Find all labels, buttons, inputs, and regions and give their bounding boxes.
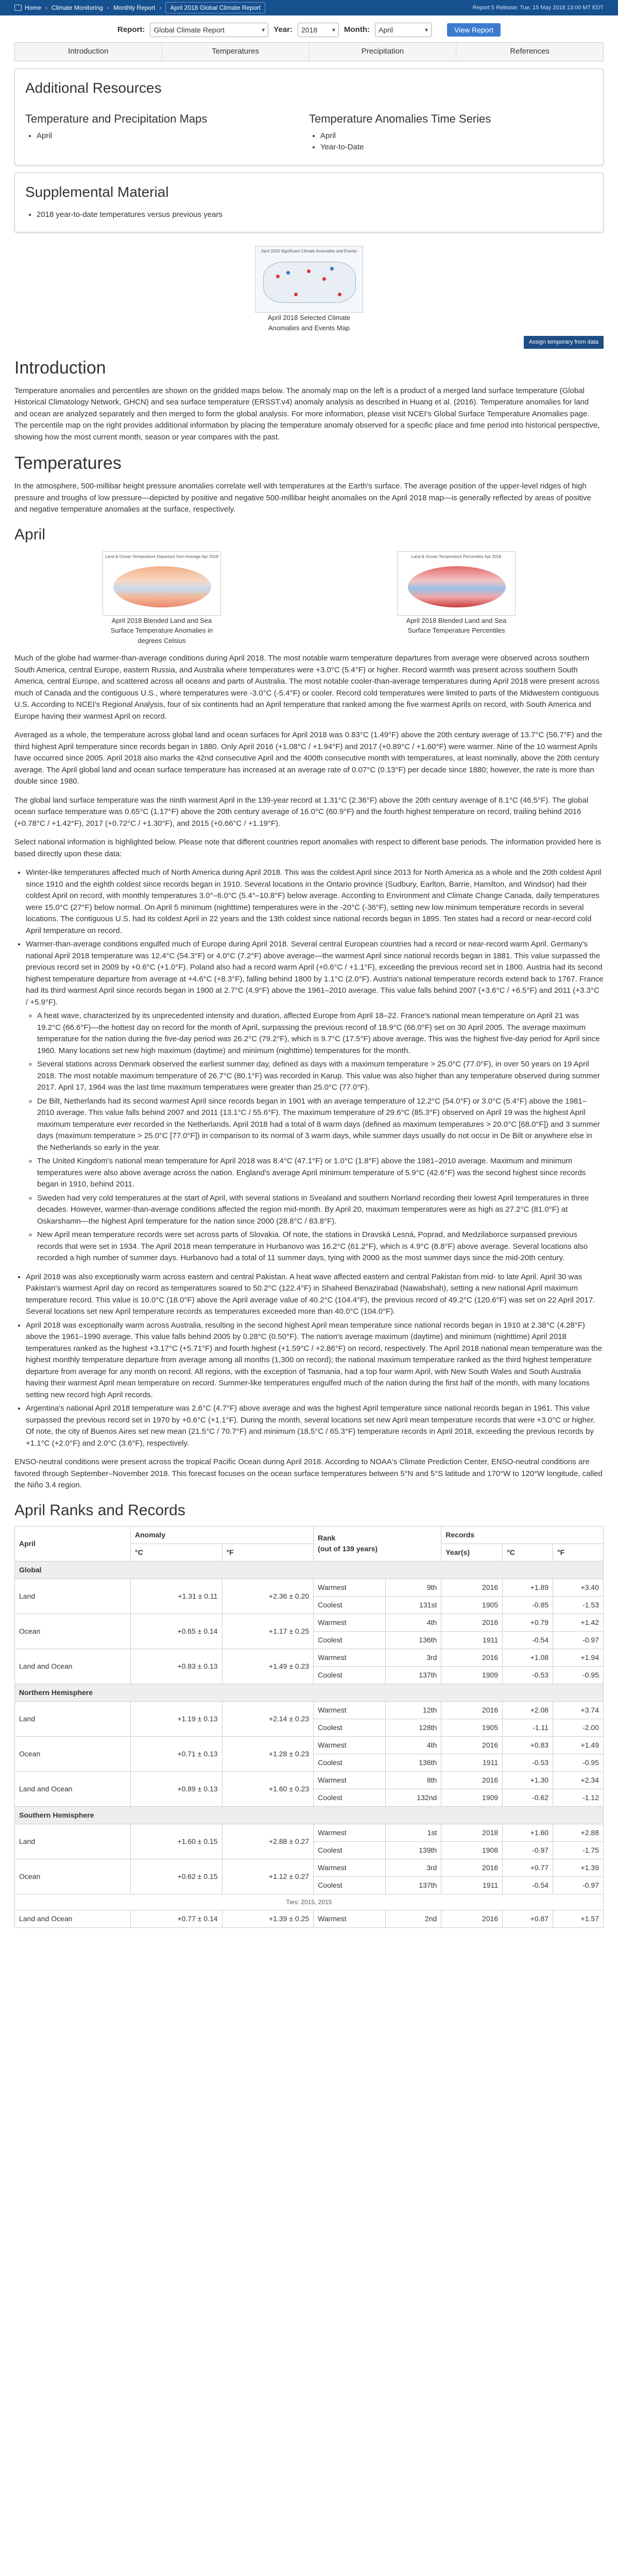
additional-resources-card — [14, 69, 604, 165]
sub-highlight-sweden: ◦ Sweden had very cold temperatures at the start of April, with several stations in Svealand and southern Norrland recording their lowest April temperatures in three decades. However, warmer-than-average conditions affected the region mid-month. By April 20, maximum temperatures were as high as 27.2°C (81.0°F) at Oskarshamn—the highest April temperature for the nation since 2000 (28.8°C / 83.8°F). — [37, 1193, 604, 1228]
month-select-value: April — [379, 25, 393, 34]
record-year-cell: 1911 — [441, 1631, 503, 1649]
rank-type-cell: Warmest — [314, 1579, 386, 1596]
april-paragraph-2: Averaged as a whole, the temperature across global land and ocean surfaces for April 2018 was 0.83°C (1.49°F) above the 20th century average of 13.7°C (56.7°F) and the third highest April temperature since records began in 1880. Only April 2016 (+1.08°C / +1.94°F) and 2017 (+0.89°C / +1.60°F) were warmer. Nine of the 10 warmest Aprils have occurred since 2005. April 2018 also marks the 42nd consecutive April and the 400th consecutive month with temperatures, at least nominally, above the 20th century average. The April global land and ocean surface temperature has increased at an average rate of 0.07°C (0.13°F) per decade since 1880; however, the rate is more than double since 1980. — [14, 731, 603, 786]
rank-type-cell: Coolest — [314, 1631, 386, 1649]
sub-highlight-netherlands: ◦ De Bilt, Netherlands had its second warmest April since records began in 1901 with an average temperature of 12.2°C (54.0°F) or 3.0°C (5.4°F) above the 1981–2010 average. This value falls behind 2007 and 2011 (13.1°C / 55.6°F). The maximum temperature of 29.6°C (85.3°F) observed on April 19 was the highest April maximum temperature ever recorded in the Netherlands. April 2018 had a total of 8 warm days (defined as maximum temperatures > 20.0°C [68.0°F]) and 3 summer days (maximum temperature > 25.0°C [77.0°F]) in comparison to its normal of 3 warm days, while summer days usually do not occur in De Bilt or anywhere else in the Netherlands so early in the year. — [37, 1096, 604, 1154]
record-f-cell: -0.95 — [553, 1754, 604, 1771]
region-cell: Land and Ocean — [15, 1649, 131, 1684]
table-row — [15, 1824, 604, 1841]
highlight-argentina: • Argentina's national April 2018 temperature was 2.6°C (4.7°F) above average and was the highest April temperature since national records began in 1961. This value surpassed the previous record set in 1970 by +0.6°C (+1.1°F). During the month, several locations set new April mean temperature records that were +3.0°C or higher. Of note, the city of Buenos Aires set new mean (21.5°C / 70.7°F) and minimum (18.5°C / 65.3°F) temperature records in April 2018, exceeding the previous records by +1.1°C (+2.0°F) and 2.0°C (3.6°F), respectively. — [26, 1403, 604, 1449]
col-year: Year(s) — [441, 1544, 503, 1561]
anomaly-map-caption: April 2018 Blended Land and Sea Surface Temperature Anomalies in degrees Celsius — [110, 616, 213, 645]
anomaly-f-cell: +1.12 ± 0.27 — [222, 1859, 314, 1894]
table-row — [15, 1736, 604, 1754]
april-maps-row — [14, 551, 604, 646]
rank-cell: 137th — [386, 1876, 441, 1894]
april-paragraph-3: The global land surface temperature was the ninth warmest April in the 139-year record at 1.31°C (2.36°F) above the 20th century average of 8.1°C (46.5°F). The global ocean surface temperature was 0.65°C (1.17°F) above the 20th century average of 16.0°C (60.9°F) and the fourth highest temperature on record, trailing behind 2016 (+0.78°C / +1.42°F), 2017 (+0.72°C / +1.30°F), and 2015 (+0.66°C / +1.19°F). — [14, 795, 589, 828]
record-year-cell: 2016 — [441, 1910, 503, 1927]
record-year-cell: 2016 — [441, 1701, 503, 1719]
rank-type-cell: Coolest — [314, 1876, 386, 1894]
report-select-value: Global Climate Report — [153, 25, 225, 34]
region-cell: Land — [15, 1579, 131, 1614]
breadcrumb-current: April 2018 Global Climate Report — [165, 2, 265, 13]
chevron-right-icon: › — [45, 4, 48, 11]
anomaly-f-cell: +1.28 ± 0.23 — [222, 1736, 314, 1771]
table-row — [15, 1859, 604, 1876]
rank-cell: 3rd — [386, 1649, 441, 1666]
anomalies-events-figure — [255, 246, 363, 333]
rank-type-cell: Coolest — [314, 1666, 386, 1684]
april-title: April — [14, 526, 46, 543]
col-rank-sub: (out of 139 years) — [318, 1545, 378, 1553]
region-cell: Land and Ocean — [15, 1910, 131, 1927]
release-meta: Report 5 Release: Tue, 15 May 2018 13:00 MT EDT — [472, 4, 604, 11]
rank-type-cell: Coolest — [314, 1841, 386, 1859]
record-f-cell: +1.39 — [553, 1859, 604, 1876]
supplemental-card — [14, 173, 604, 233]
table-group-row — [15, 1561, 604, 1579]
april-paragraph-4: Select national information is highlighted below. Please note that different countries report anomalies with respect to different base periods. The information provided here is based directly upon these data: — [14, 838, 602, 858]
rank-cell: 9th — [386, 1579, 441, 1596]
temperatures-text: In the atmosphere, 500-millibar height pressure anomalies correlate well with temperatures at the Earth's surface. The average position of the upper-level ridges of high pressure and troughs of low pressure—depicted by positive and negative 500-millibar height anomalies on the April 2018 map—is generally reflected by areas of positive and negative temperature anomalies at the surface, respectively. — [14, 482, 591, 514]
record-year-cell: 1908 — [441, 1841, 503, 1859]
record-f-cell: +1.94 — [553, 1649, 604, 1666]
highlight-europe — [26, 939, 604, 1264]
introduction-section — [14, 355, 604, 1928]
rank-cell: 131st — [386, 1596, 441, 1614]
percentile-map-thumb-title: Land & Ocean Temperature Percentiles Apr 2018 — [411, 554, 502, 559]
record-c-cell: +0.83 — [503, 1736, 553, 1754]
sub-highlight-uk: ◦ The United Kingdom's national mean temperature for April 2018 was 8.4°C (47.1°F) or 1.0°C (1.8°F) above the 1981–2010 average. Maximum and minimum temperatures were also above average across the nation. England's average April minimum temperature of 5.9°C (42.6°F) was the second highest since records began in 1910, behind 2011. — [37, 1156, 604, 1191]
rank-cell: 1st — [386, 1824, 441, 1841]
record-f-cell: +1.42 — [553, 1614, 604, 1631]
col-record-c: °C — [503, 1544, 553, 1561]
maps-subtitle: Temperature and Precipitation Maps — [25, 112, 208, 125]
ranks-title: April Ranks and Records — [14, 1501, 185, 1519]
group-name: Southern Hemisphere — [15, 1806, 604, 1824]
sub-highlight-denmark: ◦ Several stations across Denmark observed the earliest summer day, defined as days with a maximum temperature > 25.0°C (77.0°F), in over 50 years on 19 April 2018. The most notable maximum temperature of 26.7°C (80.1°F) was recorded in Karup. This value was also higher than any temperature observed during summer 2017. April 17, 1964 was the last time maximum temperatures were greater than 25.0°C (77.0°F). — [37, 1059, 604, 1094]
anomaly-f-cell: +1.60 ± 0.23 — [222, 1771, 314, 1806]
table-group-row — [15, 1684, 604, 1701]
record-c-cell: -0.53 — [503, 1666, 553, 1684]
rank-type-cell: Coolest — [314, 1596, 386, 1614]
tab-references[interactable]: References — [510, 47, 550, 56]
table-row — [15, 1771, 604, 1789]
temperatures-title: Temperatures — [14, 453, 122, 473]
rank-type-cell: Warmest — [314, 1614, 386, 1631]
region-cell: Ocean — [15, 1859, 131, 1894]
highlight-europe-text: Warmer-than-average conditions engulfed much of Europe during April 2018. Several central European countries had a record or near-record warm April. Germany's national April 2018 temperature was 12.4°C (54.3°F) or 4.0°C (7.2°F) above average—the warmest April since national records began in 1881. This value surpassed the previous record set in 2009 by +0.6°C (+1.0°F). Poland also had a record warm April (+0.6°C / +1.1°F), exceeding the previous record set in 1800. Austria had its second highest temperature departure from average at +4.6°C (+8.3°F), falling behind 1800 by 1.1°C (2.0°F). Austria's national temperature records extend back to 1767. France had its third warmest April since records began in 1900 at 2.7°C (4.9°F) above the 1961–2010 average. This value falls behind 2007 (+3.6°C / +6.5°F) and 2011 (+3.3°C / +5.9°F). — [26, 940, 604, 1007]
rank-cell: 4th — [386, 1736, 441, 1754]
col-anomaly: Anomaly — [130, 1526, 313, 1544]
rank-cell: 137th — [386, 1666, 441, 1684]
anomaly-map-image[interactable] — [102, 551, 221, 616]
region-cell: Land — [15, 1701, 131, 1736]
col-april: April — [15, 1526, 131, 1561]
highlight-australia: • April 2018 was exceptionally warm across Australia, resulting in the second highest April mean temperature since national records began in 1910 at 2.38°C (4.28°F) above the 1961–1990 average. This value falls behind 2005 by 0.28°C (0.50°F). The nation's average maximum (daytime) and minimum (nighttime) April 2018 temperatures ranked as the highest +3.17°C (+5.71°F) and fourth highest (+1.59°C / +2.86°F) on record, respectively. The April 2018 national mean temperature was the highest monthly temperature departure from average among all months (1,300 on record); the national maximum temperature ranked as the third highest temperature departure from average for any month on record. All regions, with the exception of Tasmania, had a top four warm April, with New South Wales and South Australia having their warmest April mean temperature on record. Summer-like temperatures engulfed much of the nation during the first half of the month, with many locations setting new record high April records. — [26, 1320, 604, 1401]
anomaly-c-cell: +0.71 ± 0.13 — [130, 1736, 222, 1771]
record-year-cell: 2016 — [441, 1736, 503, 1754]
record-f-cell: -0.95 — [553, 1666, 604, 1684]
record-f-cell: +3.74 — [553, 1701, 604, 1719]
month-label: Month: — [344, 25, 370, 34]
world-map-shape — [263, 262, 356, 303]
event-marker — [322, 277, 326, 281]
figure-caption: April 2018 Selected Climate Anomalies and Events Map — [267, 314, 351, 332]
record-f-cell: -2.00 — [553, 1719, 604, 1736]
anomalies-events-map-image[interactable] — [255, 246, 363, 313]
rank-cell: 128th — [386, 1719, 441, 1736]
rank-cell: 8th — [386, 1771, 441, 1789]
supplemental-title: Supplemental Material — [25, 183, 169, 200]
record-f-cell: +3.40 — [553, 1579, 604, 1596]
event-marker — [338, 293, 341, 296]
col-record-f: °F — [553, 1544, 604, 1561]
record-c-cell: +1.89 — [503, 1579, 553, 1596]
record-c-cell: +0.77 — [503, 1859, 553, 1876]
record-c-cell: -0.53 — [503, 1754, 553, 1771]
event-marker — [307, 269, 311, 273]
record-year-cell: 2016 — [441, 1614, 503, 1631]
record-year-cell: 1909 — [441, 1666, 503, 1684]
sub-highlight-france: ◦ A heat wave, characterized by its unprecedented intensity and duration, affected Europe from April 18–22. France's national mean temperature on April 21 was 19.2°C (66.6°F)—the hottest day on record for the month of April, surpassing the previous record of 18.9°C (66.0°F) set on 30 April 2005. The average maximum temperature for the nation during the five-day period was 26.2°C (79.2°F), which is 9.7°C (17.5°F) above average. This was the highest five-day period for April since 1960. Many locations set new high maximum (daytime) and minimum (nighttime) temperatures for the month. — [37, 1010, 604, 1057]
record-year-cell: 2016 — [441, 1579, 503, 1596]
breadcrumb-home[interactable]: Home — [25, 4, 42, 11]
anomaly-c-cell: +0.83 ± 0.13 — [130, 1649, 222, 1684]
event-marker — [330, 267, 334, 270]
national-highlights-list — [14, 867, 604, 1449]
table-row — [15, 1910, 604, 1927]
anomaly-c-cell: +0.77 ± 0.14 — [130, 1910, 222, 1927]
table-row — [15, 1579, 604, 1596]
record-f-cell: +2.34 — [553, 1771, 604, 1789]
rank-cell: 139th — [386, 1841, 441, 1859]
percentile-map-image[interactable] — [397, 551, 516, 616]
report-select[interactable] — [150, 23, 268, 37]
highlight-north-america: • Winter-like temperatures affected much of North America during April 2018. This was the coldest April since 2013 for North America as a whole and the 20th coldest April since 1910 and the eighth coldest since records began in 1910. Several locations in the Ontario province (Sudbury, Earlton, Barrie, Hamilton, and Windsor) had their coldest April on record, with monthly temperatures 3.0°–6.0°C (5.4°–10.8°F) below average. According to Environment and Climate Change Canada, daily temperatures were 15.0°C (27°F) below normal. On April 5 minimum (nighttime) temperatures were in the -20°C (-36°F), setting new low minimum temperature records in several locations. The contiguous U.S. had its coldest April in 22 years and the 13th coldest since national records began in 1895. Ten states had a record or near-record cold April temperature on record. — [26, 867, 604, 937]
record-c-cell: -0.85 — [503, 1596, 553, 1614]
percentile-map-figure — [397, 551, 516, 646]
table-row — [15, 1701, 604, 1719]
anomaly-c-cell: +0.89 ± 0.13 — [130, 1771, 222, 1806]
table-row — [15, 1649, 604, 1666]
maps-link-april[interactable]: • April — [37, 130, 309, 142]
breadcrumb-climate-monitoring[interactable]: Climate Monitoring — [52, 4, 104, 11]
section-tabs — [14, 42, 604, 61]
record-c-cell: +2.08 — [503, 1701, 553, 1719]
record-year-cell: 1905 — [441, 1719, 503, 1736]
anomaly-c-cell: +1.31 ± 0.11 — [130, 1579, 222, 1614]
record-year-cell: 1909 — [441, 1789, 503, 1806]
rank-type-cell: Warmest — [314, 1736, 386, 1754]
timeseries-subtitle: Temperature Anomalies Time Series — [309, 112, 491, 125]
record-c-cell: -0.97 — [503, 1841, 553, 1859]
europe-sub-list — [26, 1010, 604, 1264]
tab-introduction[interactable]: Introduction — [15, 43, 162, 61]
record-year-cell: 2016 — [441, 1859, 503, 1876]
introduction-text: Temperature anomalies and percentiles are shown on the gridded maps below. The anomaly map on the left is a product of a merged land surface temperature (Global Historical Climatology Network, GHCN) and sea surface temperature (ERSST.v4) anomaly analysis as described in Huang et al. (2016). Temperature anomalies for land and ocean are analyzed separately and then merged to form the global analysis. For more information, please visit NCEI's Global Surface Temperature Anomalies page. The percentile map on the right provides additional information by placing the temperature anomaly observed for a specific place and time period into historical perspective, showing how the most current month, season or year compares with the past. — [14, 386, 600, 442]
rank-type-cell: Coolest — [314, 1719, 386, 1736]
record-year-cell: 1911 — [441, 1754, 503, 1771]
year-select-value: 2018 — [301, 25, 318, 34]
record-f-cell: +2.88 — [553, 1824, 604, 1841]
anomaly-f-cell: +2.88 ± 0.27 — [222, 1824, 314, 1859]
record-f-cell: +1.49 — [553, 1736, 604, 1754]
top-navigation-bar — [0, 0, 618, 15]
record-f-cell: -0.97 — [553, 1631, 604, 1649]
record-f-cell: -1.53 — [553, 1596, 604, 1614]
col-rank — [314, 1526, 441, 1561]
introduction-title: Introduction — [14, 358, 106, 378]
anomaly-f-cell: +1.39 ± 0.25 — [222, 1910, 314, 1927]
anomaly-c-cell: +0.65 ± 0.14 — [130, 1614, 222, 1649]
year-label: Year: — [273, 25, 293, 34]
ranks-table-body — [15, 1561, 604, 1927]
image-action-button[interactable]: Assign temporary from data — [524, 336, 604, 349]
breadcrumb-monthly-report[interactable]: Monthly Report — [113, 4, 156, 11]
rank-type-cell: Warmest — [314, 1771, 386, 1789]
sub-highlight-slovakia: ◦ New April mean temperature records were set across parts of Slovakia. Of note, the stations in Dravská Lesná, Poprad, and Medzilaborce surpassed previous records that were set in 1934. The April 2018 mean temperature in Hurbanovo was 16.2°C (61.2°F), which is 4.9°C (8.8°F) above average. Several locations also recorded a high number of summer days. Hurbanovo had a total of 11 summer days, tying with 2000 as the most summer days since the mid-20th century. — [37, 1229, 604, 1264]
percentile-map-shape — [408, 566, 506, 607]
additional-resources-title: Additional Resources — [25, 79, 162, 96]
record-c-cell: +1.30 — [503, 1771, 553, 1789]
timeseries-link-april[interactable]: • April — [320, 130, 593, 142]
tab-precipitation[interactable]: Precipitation — [310, 43, 457, 61]
report-controls — [0, 15, 618, 42]
record-f-cell: -0.97 — [553, 1876, 604, 1894]
map-thumb-title: April 2018 Significant Climate Anomalies and Events — [261, 249, 357, 253]
rank-cell: 132nd — [386, 1789, 441, 1806]
rank-cell: 12th — [386, 1701, 441, 1719]
rank-type-cell: Warmest — [314, 1649, 386, 1666]
group-name: Northern Hemisphere — [15, 1684, 604, 1701]
col-rank-label: Rank — [318, 1534, 336, 1542]
rank-cell: 136th — [386, 1631, 441, 1649]
event-marker — [294, 293, 298, 296]
event-marker — [276, 275, 280, 278]
record-year-cell: 2016 — [441, 1771, 503, 1789]
breadcrumb — [14, 2, 265, 13]
anomaly-f-cell: +1.49 ± 0.23 — [222, 1649, 314, 1684]
col-anomaly-f: °F — [222, 1544, 314, 1561]
record-year-cell: 1911 — [441, 1876, 503, 1894]
record-f-cell: -1.12 — [553, 1789, 604, 1806]
rank-cell: 2nd — [386, 1910, 441, 1927]
rank-type-cell: Warmest — [314, 1859, 386, 1876]
record-year-cell: 2016 — [441, 1649, 503, 1666]
april-paragraph-1: Much of the globe had warmer-than-average conditions during April 2018. The most notable warm temperature departures from average were observed across southern South America, central Europe, eastern Russia, and Australia where temperatures were +3.0°C (5.4°F) or higher. Record warmth was present across southern South America, central Europe, and scattered across all oceans and parts of Australia. The most notable cooler-than-average temperatures during April 2018 were present across much of Canada and the contiguous U.S., where temperatures were -3.0°C (-5.4°F) or cooler. Record cold temperatures were limited to parts of the Midwestern contiguous U.S. According to NCEI's Regional Analysis, four of six continents had an April temperature that ranked among the five warmest Aprils on record, with South America and Europe having their warmest April on record. — [14, 654, 600, 721]
report-label: Report: — [117, 25, 145, 34]
region-cell: Ocean — [15, 1614, 131, 1649]
rank-cell: 3rd — [386, 1859, 441, 1876]
record-c-cell: -0.54 — [503, 1876, 553, 1894]
record-c-cell: +0.87 — [503, 1910, 553, 1927]
highlight-pakistan: • April 2018 was also exceptionally warm across eastern and central Pakistan. A heat wave affected eastern and central Pakistan from mid- to late April. April 30 was Pakistan's warmest April day on record as temperatures soared to 50.2°C (122.4°F) in Shaheed Benazirabad (Nawabshah), setting a new national April maximum temperature record. This value is 10.0°C (18.0°F) above the April average value of 40.2°C (104.4°F), the previous record of 49.2°C (120.6°F) was set on 22 April 2017. Several locations set new April temperature records as temperatures exceeded more than 40.0°C (104.0°F). — [26, 1272, 604, 1318]
rank-type-cell: Warmest — [314, 1701, 386, 1719]
rank-type-cell: Coolest — [314, 1789, 386, 1806]
anomaly-map-shape — [113, 566, 211, 607]
record-f-cell: -1.75 — [553, 1841, 604, 1859]
record-c-cell: -0.62 — [503, 1789, 553, 1806]
anomaly-c-cell: +0.62 ± 0.15 — [130, 1859, 222, 1894]
table-group-row — [15, 1806, 604, 1824]
ties-note: Ties: 2015, 2015 — [15, 1894, 604, 1910]
rank-type-cell: Warmest — [314, 1910, 386, 1927]
event-marker — [286, 271, 290, 275]
rank-cell: 4th — [386, 1614, 441, 1631]
month-select[interactable] — [375, 23, 432, 37]
rank-type-cell: Coolest — [314, 1754, 386, 1771]
anomaly-c-cell: +1.60 ± 0.15 — [130, 1824, 222, 1859]
tab-temperatures[interactable]: Temperatures — [162, 43, 310, 61]
group-name: Global — [15, 1561, 604, 1579]
view-report-button[interactable]: View Report — [447, 23, 501, 37]
anomaly-map-thumb-title: Land & Ocean Temperature Departure from Average Apr 2018 — [105, 554, 218, 559]
record-c-cell: +1.60 — [503, 1824, 553, 1841]
anomaly-map-figure — [102, 551, 221, 646]
ranks-records-table — [14, 1526, 604, 1928]
rank-type-cell: Warmest — [314, 1824, 386, 1841]
timeseries-link-ytd[interactable]: • Year-to-Date — [320, 142, 593, 154]
col-records: Records — [441, 1526, 604, 1544]
year-select[interactable] — [298, 23, 339, 37]
col-anomaly-c: °C — [130, 1544, 222, 1561]
anomaly-f-cell: +2.36 ± 0.20 — [222, 1579, 314, 1614]
anomaly-f-cell: +1.17 ± 0.25 — [222, 1614, 314, 1649]
region-cell: Ocean — [15, 1736, 131, 1771]
region-cell: Land and Ocean — [15, 1771, 131, 1806]
rank-cell: 136th — [386, 1754, 441, 1771]
record-f-cell: +1.57 — [553, 1910, 604, 1927]
record-c-cell: -0.54 — [503, 1631, 553, 1649]
anomaly-f-cell: +2.14 ± 0.23 — [222, 1701, 314, 1736]
record-c-cell: -1.11 — [503, 1719, 553, 1736]
record-year-cell: 2018 — [441, 1824, 503, 1841]
chevron-right-icon: › — [107, 4, 110, 11]
supplemental-link[interactable]: • 2018 year-to-date temperatures versus previous years — [37, 209, 593, 221]
anomaly-c-cell: +1.19 ± 0.13 — [130, 1701, 222, 1736]
percentile-map-caption: April 2018 Blended Land and Sea Surface Temperature Percentiles — [406, 616, 507, 634]
record-year-cell: 1905 — [441, 1596, 503, 1614]
home-icon[interactable] — [14, 5, 22, 11]
ties-row — [15, 1894, 604, 1910]
enso-paragraph: ENSO-neutral conditions were present across the tropical Pacific Ocean during April 2018. According to NOAA's Climate Prediction Center, ENSO-neutral conditions are favored through September–November 2018. This forecast focuses on the ocean surface temperatures between 5°N and 5°S latitude and 170°W to 120°W longitude, called the Niño 3.4 region. — [14, 1458, 603, 1489]
record-c-cell: +0.79 — [503, 1614, 553, 1631]
table-row — [15, 1614, 604, 1631]
record-c-cell: +1.08 — [503, 1649, 553, 1666]
chevron-right-icon: › — [159, 4, 162, 11]
region-cell: Land — [15, 1824, 131, 1859]
